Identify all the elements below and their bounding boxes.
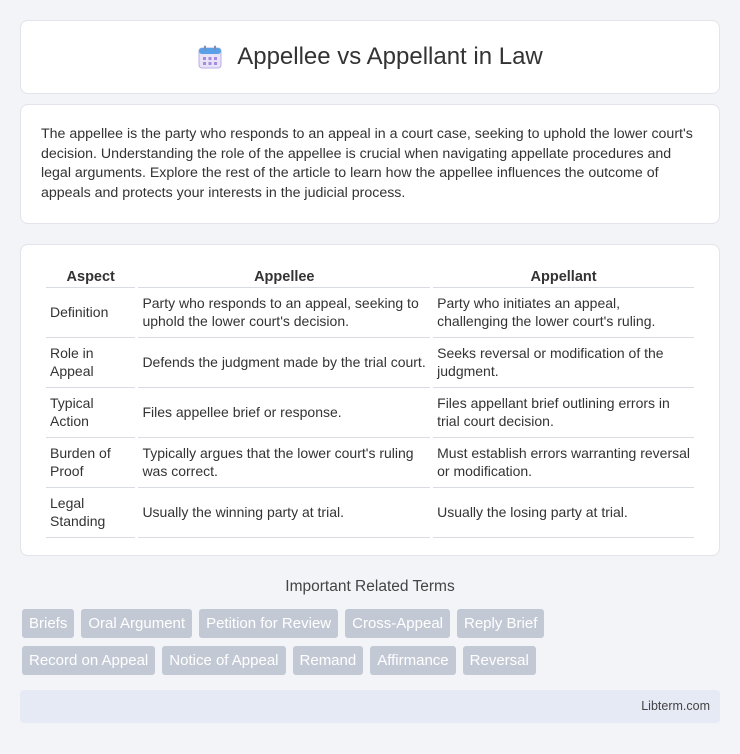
table-row xyxy=(46,438,694,488)
page-title: Appellee vs Appellant in Law xyxy=(237,43,543,70)
row-appellant: Files appellant brief outlining errors in trial court decision. xyxy=(433,388,694,438)
footer xyxy=(20,690,720,723)
row-aspect: Legal Standing xyxy=(46,488,135,538)
row-aspect: Role in Appeal xyxy=(46,338,135,388)
header-appellee: Appellee xyxy=(138,265,430,288)
intro-text: The appellee is the party who responds to an appeal in a court case, seeking to uphold the lower court's decision. Understanding the role of the appellee is crucial when navigating appellate procedures and legal arguments. Explore the rest of the article to learn how the appellee influences the outcome of appeals and protects your interests in the judicial process. xyxy=(41,126,693,201)
table-row xyxy=(46,488,694,538)
tag-remand[interactable]: Remand xyxy=(293,646,364,675)
row-appellee: Defends the judgment made by the trial court. xyxy=(138,338,430,388)
tag-briefs[interactable]: Briefs xyxy=(22,609,74,638)
tag-petition-for-review[interactable]: Petition for Review xyxy=(199,609,338,638)
table-row xyxy=(46,388,694,438)
row-appellee: Files appellee brief or response. xyxy=(138,388,430,438)
table-row xyxy=(46,288,694,338)
tag-reversal[interactable]: Reversal xyxy=(463,646,536,675)
tag-reply-brief[interactable]: Reply Brief xyxy=(457,609,544,638)
row-appellant: Usually the losing party at trial. xyxy=(433,488,694,538)
header-appellant: Appellant xyxy=(433,265,694,288)
related-terms-tags xyxy=(22,609,722,683)
related-terms-title: Important Related Terms xyxy=(285,578,455,595)
row-appellant: Must establish errors warranting reversal or modification. xyxy=(433,438,694,488)
table-row xyxy=(46,338,694,388)
footer-site-link[interactable]: Libterm.com xyxy=(641,699,710,713)
title-wrap xyxy=(197,43,543,71)
row-appellant: Party who initiates an appeal, challenging the lower court's ruling. xyxy=(433,288,694,338)
row-aspect: Burden of Proof xyxy=(46,438,135,488)
intro-card xyxy=(20,104,720,224)
row-appellant: Seeks reversal or modification of the judgment. xyxy=(433,338,694,388)
row-appellee: Usually the winning party at trial. xyxy=(138,488,430,538)
header-aspect: Aspect xyxy=(46,265,135,288)
tag-record-on-appeal[interactable]: Record on Appeal xyxy=(22,646,155,675)
comparison-table xyxy=(43,265,697,538)
row-appellee: Typically argues that the lower court's ruling was correct. xyxy=(138,438,430,488)
header-card xyxy=(20,20,720,94)
comparison-table-card xyxy=(20,244,720,556)
row-aspect: Typical Action xyxy=(46,388,135,438)
tag-cross-appeal[interactable]: Cross-Appeal xyxy=(345,609,450,638)
tag-notice-of-appeal[interactable]: Notice of Appeal xyxy=(162,646,285,675)
table-header-row xyxy=(46,265,694,288)
tag-row xyxy=(22,646,722,675)
tag-oral-argument[interactable]: Oral Argument xyxy=(81,609,192,638)
calendar-icon xyxy=(197,44,223,70)
row-appellee: Party who responds to an appeal, seeking to uphold the lower court's decision. xyxy=(138,288,430,338)
row-aspect: Definition xyxy=(46,288,135,338)
tag-row xyxy=(22,609,722,638)
tag-affirmance[interactable]: Affirmance xyxy=(370,646,455,675)
